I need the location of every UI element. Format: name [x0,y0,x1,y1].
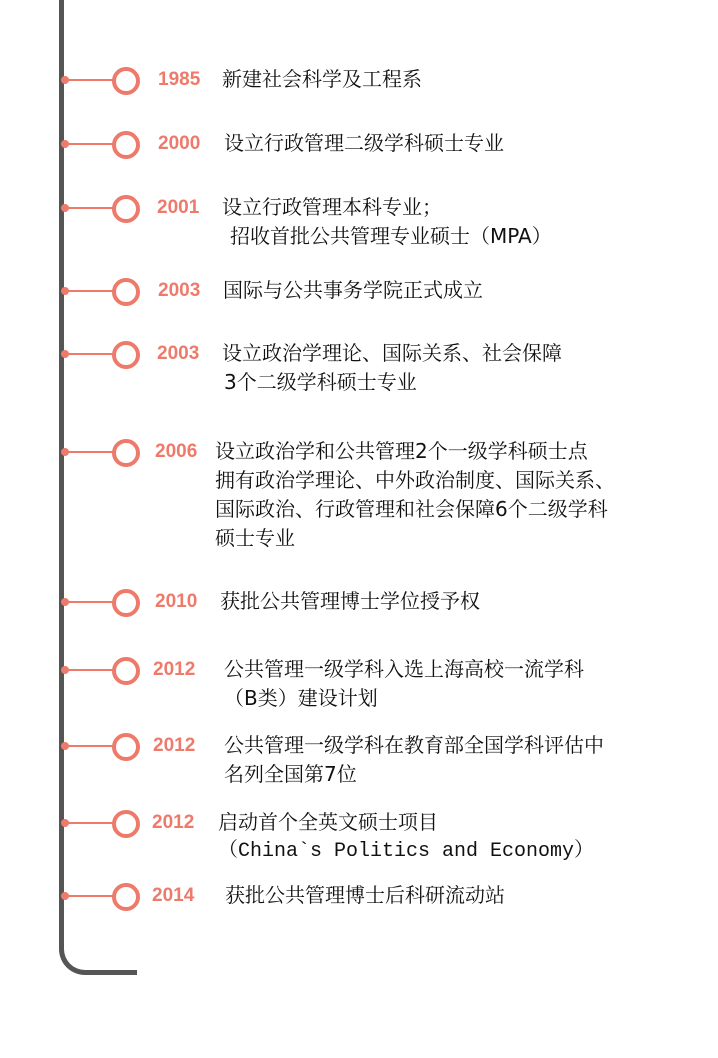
milestone-ring-icon [112,67,140,95]
entry-year: 2003 [157,343,200,364]
connector-line [64,353,114,355]
milestone-ring-icon [112,733,140,761]
milestone-ring-icon [112,195,140,223]
connector-line [64,143,114,145]
entry-description [220,587,480,616]
connector-line [64,451,114,453]
connector-line [64,207,114,209]
entry-line: 启动首个全英文硕士项目 [218,810,438,834]
connector-line [64,895,114,897]
entry-description [225,881,505,910]
milestone-ring-icon [112,657,140,685]
connector-line [64,669,114,671]
entry-description [224,655,584,713]
milestone-ring-icon [112,341,140,369]
milestone-ring-icon [112,439,140,467]
entry-line: 设立行政管理本科专业； [222,195,442,219]
entry-year: 2000 [158,133,201,154]
entry-line: 设立政治学理论、国际关系、社会保障 [222,341,562,365]
entry-line: 名列全国第7位 [224,762,357,786]
entry-description [215,437,615,553]
entry-year: 2014 [152,885,195,906]
entry-line: 设立政治学和公共管理2个一级学科硕士点 [215,439,588,463]
entry-line: 拥有政治学理论、中外政治制度、国际关系、 [215,468,615,492]
milestone-ring-icon [112,278,140,306]
entry-description [222,193,552,251]
entry-line: 招收首批公共管理专业硕士（MPA） [230,224,552,248]
connector-line [64,822,114,824]
entry-year: 2010 [155,591,198,612]
connector-line [64,290,114,292]
entry-line: 公共管理一级学科入选上海高校一流学科 [224,657,584,681]
entry-description [222,339,562,397]
milestone-ring-icon [112,131,140,159]
entry-line: 设立行政管理二级学科硕士专业 [224,131,504,155]
connector-line [64,745,114,747]
entry-line: 国际政治、行政管理和社会保障6个二级学科 [215,497,608,521]
entry-year: 2001 [157,197,200,218]
entry-line: 获批公共管理博士后科研流动站 [225,883,505,907]
entry-year: 2012 [153,659,196,680]
entry-line: （B类）建设计划 [224,686,378,710]
entry-line: 国际与公共事务学院正式成立 [223,278,483,302]
entry-description [223,276,483,305]
milestone-ring-icon [112,883,140,911]
milestone-ring-icon [112,810,140,838]
entry-line: 公共管理一级学科在教育部全国学科评估中 [224,733,604,757]
entry-line: （China`s Politics and Economy） [218,840,595,863]
entry-year: 2006 [155,441,198,462]
entry-description [224,129,504,158]
entry-year: 2003 [158,280,201,301]
entry-year: 2012 [152,812,195,833]
entry-description [224,731,604,789]
entry-description [222,65,422,94]
milestone-ring-icon [112,589,140,617]
entry-line: 3个二级学科硕士专业 [224,370,417,394]
entry-line: 新建社会科学及工程系 [222,67,422,91]
entry-line: 硕士专业 [215,526,295,550]
entry-description [218,808,594,866]
entry-line: 获批公共管理博士学位授予权 [220,589,480,613]
entry-year: 1985 [158,69,201,90]
connector-line [64,601,114,603]
connector-line [64,79,114,81]
entry-year: 2012 [153,735,196,756]
